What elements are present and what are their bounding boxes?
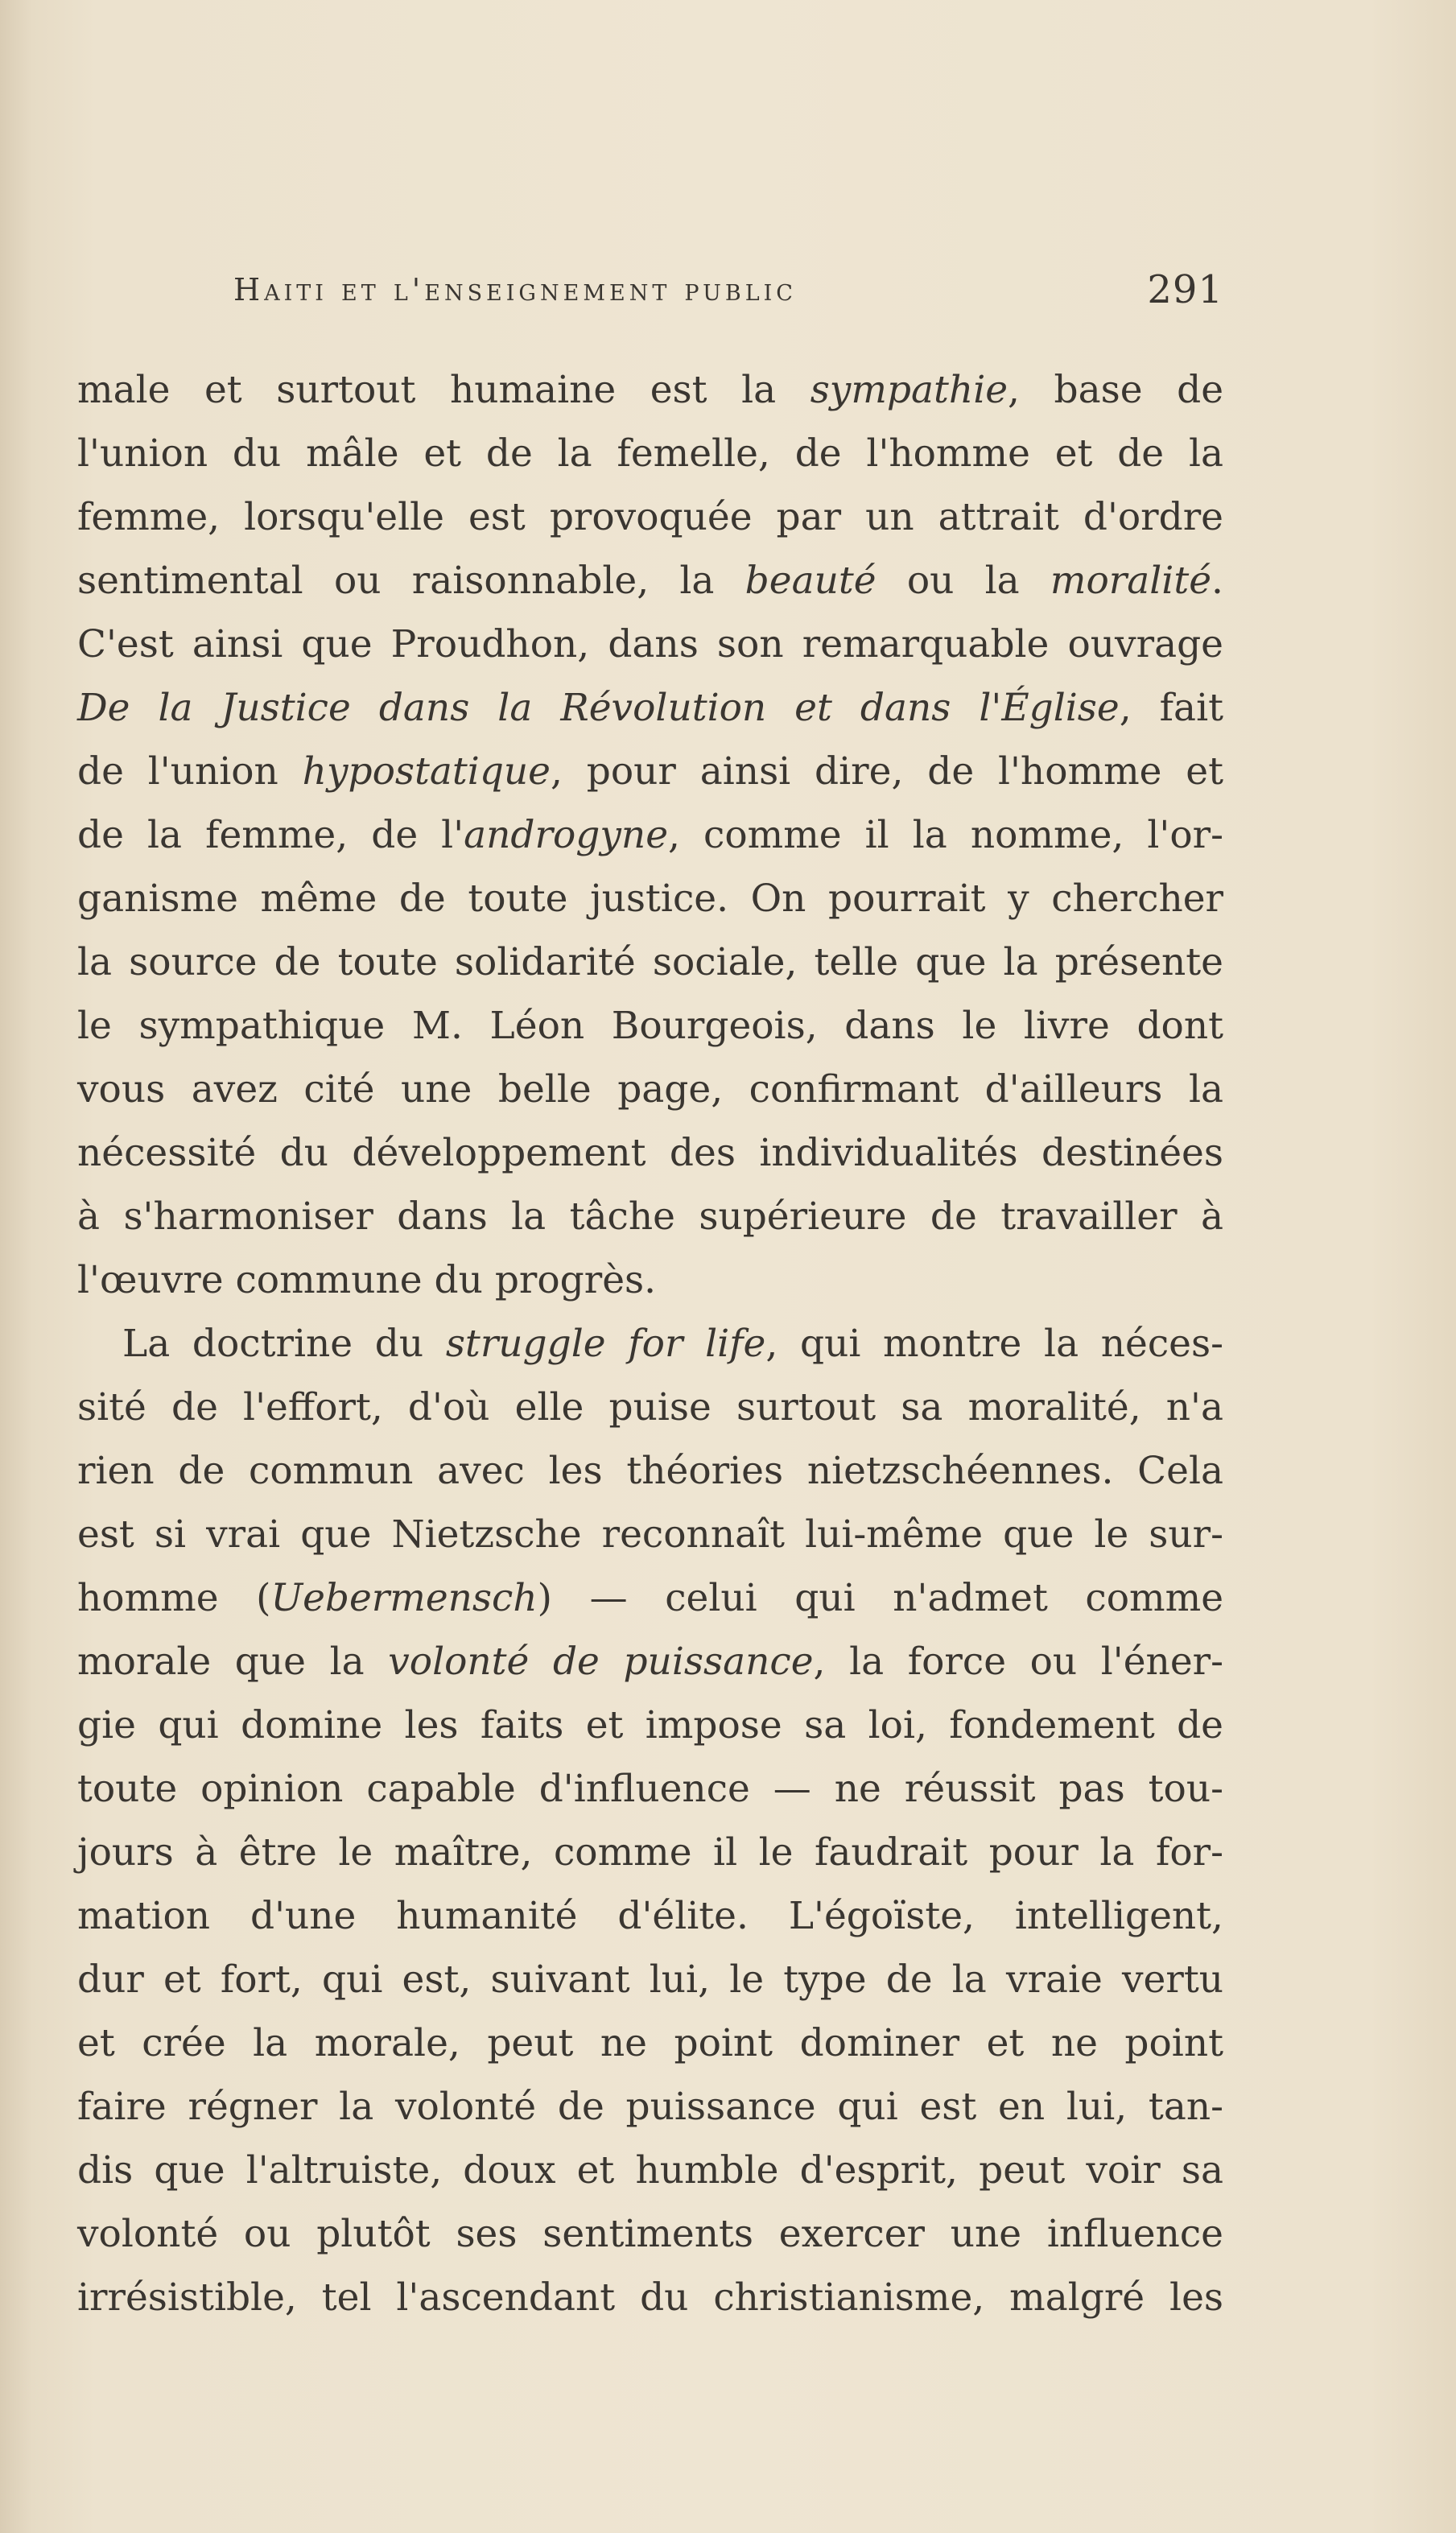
text-segment: rien de commun avec les théories nietzschéennes. Cela [77, 1449, 1223, 1493]
italic-text: struggle for life [445, 1322, 766, 1366]
text-segment: C'est ainsi que Proudhon, dans son remarquable ouvrage [77, 622, 1223, 666]
text-segment: la source de toute solidarité sociale, telle que la présente [77, 940, 1223, 984]
text-line [77, 485, 1223, 549]
italic-text: hypostatique [302, 749, 551, 794]
text-segment: faire régner la volonté de puissance qui est en lui, tan- [77, 2085, 1223, 2129]
text-segment: est si vrai que Nietzsche reconnaît lui-même que le sur- [77, 1512, 1223, 1557]
text-segment: ganisme même de toute justice. On pourrait y chercher [77, 877, 1223, 921]
text-segment: , la force ou l'éner- [813, 1640, 1223, 1684]
text-line [77, 1757, 1223, 1821]
text-line [77, 2075, 1223, 2139]
text-line [77, 613, 1223, 676]
text-segment: male et surtout humaine est la [77, 368, 810, 412]
text-segment: dis que l'altruiste, doux et humble d'esprit, peut voir sa [77, 2148, 1223, 2193]
text-segment: morale que la [77, 1640, 389, 1684]
text-line [77, 1693, 1223, 1757]
text-segment: gie qui domine les faits et impose sa loi, fondement de [77, 1703, 1223, 1747]
italic-text: Uebermensch [270, 1576, 538, 1620]
page-number: 291 [1147, 267, 1223, 312]
text-line [77, 358, 1223, 422]
text-segment: de la femme, de l' [77, 813, 464, 857]
text-segment: dur et fort, qui est, suivant lui, le type de la vraie vertu [77, 1958, 1223, 2002]
text-segment: et crée la morale, peut ne point dominer et ne point [77, 2021, 1223, 2065]
text-segment: . [1211, 559, 1223, 603]
text-line [77, 867, 1223, 930]
italic-text: De la Justice dans la Révolution et dans l'Église [77, 686, 1120, 730]
text-line [77, 1376, 1223, 1439]
text-line [77, 2139, 1223, 2202]
text-segment: , qui montre la néces- [765, 1322, 1223, 1366]
text-segment: , fait [1119, 686, 1223, 730]
text-line [77, 1185, 1223, 1248]
text-line [77, 1630, 1223, 1693]
text-segment: nécessité du développement des individualités destinées [77, 1131, 1223, 1175]
text-segment: , pour ainsi dire, de l'homme et [551, 749, 1223, 794]
text-line [77, 1503, 1223, 1566]
text-line [77, 2202, 1223, 2266]
text-line [77, 740, 1223, 803]
text-segment: homme ( [77, 1576, 271, 1620]
italic-text: volonté de puissance [388, 1640, 814, 1684]
text-line [77, 2266, 1223, 2329]
text-line [77, 803, 1223, 867]
text-line [77, 676, 1223, 740]
page-header [80, 267, 1223, 320]
text-line [77, 1821, 1223, 1884]
running-title: Haiti et l'enseignement public [233, 272, 797, 307]
text-line [77, 1312, 1223, 1376]
italic-text: moralité [1050, 559, 1212, 603]
text-line [77, 1566, 1223, 1630]
text-line [77, 1439, 1223, 1503]
text-segment: mation d'une humanité d'élite. L'égoïste, intelligent, [77, 1894, 1223, 1938]
text-segment: femme, lorsqu'elle est provoquée par un attrait d'ordre [77, 495, 1223, 539]
text-line [77, 1948, 1223, 2011]
text-segment: jours à être le maître, comme il le faudrait pour la for- [77, 1830, 1223, 1875]
text-segment: vous avez cité une belle page, confirmant d'ailleurs la [77, 1067, 1223, 1112]
text-line [77, 1058, 1223, 1121]
italic-text: androgyne [464, 813, 669, 857]
text-segment: volonté ou plutôt ses sentiments exercer une influence [77, 2212, 1223, 2256]
text-line [77, 1248, 1223, 1312]
text-segment: irrésistible, tel l'ascendant du christianisme, malgré les [77, 2275, 1223, 2320]
text-segment: sentimental ou raisonnable, la [77, 559, 745, 603]
text-segment: de l'union [77, 749, 303, 794]
text-segment: l'œuvre commune du progrès. [77, 1258, 657, 1302]
text-segment: sité de l'effort, d'où elle puise surtout sa moralité, n'a [77, 1385, 1223, 1429]
text-segment: ou la [876, 559, 1050, 603]
text-segment: à s'harmoniser dans la tâche supérieure de travailler à [77, 1194, 1223, 1239]
text-segment: le sympathique M. Léon Bourgeois, dans le livre dont [77, 1004, 1223, 1048]
italic-text: beauté [744, 559, 876, 603]
text-line [77, 549, 1223, 613]
text-line [77, 930, 1223, 994]
text-line [77, 2011, 1223, 2075]
text-line [77, 1884, 1223, 1948]
text-segment: , comme il la nomme, l'or- [668, 813, 1223, 857]
text-line [77, 1121, 1223, 1185]
italic-text: sympathie [810, 368, 1008, 412]
text-line [77, 422, 1223, 485]
text-segment: , base de [1008, 368, 1224, 412]
text-segment: toute opinion capable d'influence — ne réussit pas tou- [77, 1767, 1223, 1811]
text-segment: l'union du mâle et de la femelle, de l'homme et de la [77, 431, 1223, 476]
text-line [77, 994, 1223, 1058]
text-segment: ) — celui qui n'admet comme [537, 1576, 1224, 1620]
body-text [77, 358, 1223, 2329]
text-segment: La doctrine du [122, 1322, 446, 1366]
